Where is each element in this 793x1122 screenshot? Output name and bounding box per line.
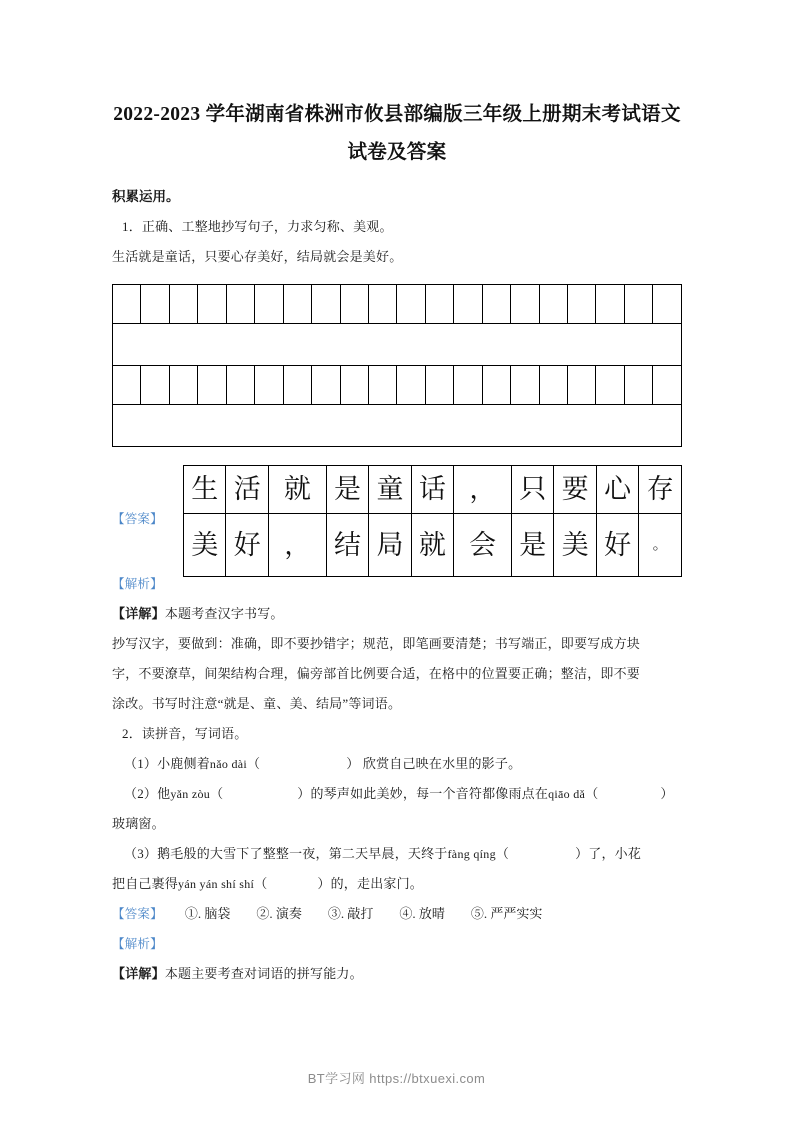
item-marker-3: （3） xyxy=(124,846,158,861)
analysis-label-q1: 【解析】 xyxy=(112,577,163,591)
pinyin-qiao-da: qiāo dǎ xyxy=(548,787,586,801)
answer-label: 【答案】 xyxy=(112,512,163,526)
section-heading: 积累运用。 xyxy=(112,189,180,204)
writing-grid-cell[interactable] xyxy=(568,285,596,324)
writing-grid-cell[interactable] xyxy=(511,285,539,324)
writing-grid-cell[interactable] xyxy=(596,285,624,324)
answer-char-grid-row-2 xyxy=(184,514,682,577)
question-2-prompt: 2．读拼音，写词语。 xyxy=(122,726,248,741)
writing-grid-cell[interactable] xyxy=(539,285,567,324)
answer-char-cell: 是 xyxy=(326,466,368,514)
pinyin-fang-qing: fàng qíng xyxy=(447,847,496,861)
writing-grid-cell[interactable] xyxy=(198,285,226,324)
answer-char-cell: 美 xyxy=(184,514,226,577)
writing-grid-cell[interactable] xyxy=(255,285,283,324)
item-text-before-1: 小鹿侧着 xyxy=(157,756,210,771)
question-2-item-2-wrap: 玻璃窗。 xyxy=(112,816,165,831)
writing-grid-cell[interactable] xyxy=(312,366,340,405)
writing-grid-cell[interactable] xyxy=(312,285,340,324)
answer-item: ②. 演奏 xyxy=(256,906,302,921)
writing-grid-cell[interactable] xyxy=(454,285,482,324)
question-1-detail-line-1: 抄写汉字，要做到：准确，即不要抄错字；规范，即笔画要清楚；书写端正，即要写成方块 xyxy=(112,636,641,651)
answer-item: ④. 放晴 xyxy=(399,906,445,921)
footer-watermark: BT学习网 https://btxuexi.com xyxy=(307,1071,486,1086)
question-2-item-3 xyxy=(112,839,682,869)
item-text-after-2: ） xyxy=(660,786,674,801)
writing-grid-cell[interactable] xyxy=(283,366,311,405)
item-text-middle-2: ）的琴声如此美妙，每一个音符都像雨点在 xyxy=(297,786,549,801)
answer-char-cell: 就 xyxy=(268,466,326,514)
writing-grid-cell[interactable] xyxy=(568,366,596,405)
answer-char-cell: 存 xyxy=(639,466,682,514)
question-1-detail-line-3: 涂改。书写时注意“就是、童、美、结局”等词语。 xyxy=(112,696,402,711)
writing-grid-cell[interactable] xyxy=(653,366,682,405)
question-1-detail-first xyxy=(112,599,682,629)
writing-grid-cell[interactable] xyxy=(425,285,453,324)
answer-char-cell: 就 xyxy=(411,514,453,577)
answer-char-cell: 要 xyxy=(554,466,596,514)
writing-grid-cell[interactable] xyxy=(198,366,226,405)
answer-char-cell: 生 xyxy=(184,466,226,514)
writing-grid-cell[interactable] xyxy=(539,366,567,405)
answer-item: ⑤. 严严实实 xyxy=(470,906,543,921)
writing-grid-cell[interactable] xyxy=(425,366,453,405)
answer-char-grid-row-1 xyxy=(184,466,682,514)
answer-char-cell: 只 xyxy=(511,466,553,514)
item-line2-after: ）的，走出家门。 xyxy=(317,876,423,891)
question-2-answer-line xyxy=(112,899,682,929)
blank-paren-open-3[interactable]: （ xyxy=(585,786,599,801)
document-content xyxy=(112,96,682,989)
writing-grid-row xyxy=(113,366,682,405)
item-marker-1: （1） xyxy=(124,756,158,771)
answer-char-cell: 结 xyxy=(326,514,368,577)
question-2-detail xyxy=(112,959,682,989)
item-line2-before: 把自己裹得 xyxy=(112,876,179,891)
writing-grid-cell[interactable] xyxy=(141,285,169,324)
blank-paren-open-2[interactable]: （ xyxy=(210,786,224,801)
item-text-before-2: 他 xyxy=(157,786,171,801)
writing-grid-cell[interactable] xyxy=(596,366,624,405)
answer-char-cell: 会 xyxy=(454,514,512,577)
writing-grid-cell[interactable] xyxy=(368,366,396,405)
answer-char-cell: ， xyxy=(454,466,512,514)
writing-grid-cell[interactable] xyxy=(511,366,539,405)
answer-char-cell: 话 xyxy=(411,466,453,514)
answer-char-cell: 心 xyxy=(596,466,638,514)
writing-grid-cell[interactable] xyxy=(283,285,311,324)
writing-grid-cell[interactable] xyxy=(482,366,510,405)
writing-grid-cell[interactable] xyxy=(624,285,652,324)
writing-grid xyxy=(112,284,682,447)
writing-grid-blank-row xyxy=(113,405,682,447)
writing-grid-row xyxy=(113,285,682,324)
writing-grid-cell[interactable] xyxy=(340,285,368,324)
question-1-prompt: 1．正确、工整地抄写句子，力求匀称、美观。 xyxy=(122,219,393,234)
writing-grid-cell[interactable] xyxy=(397,366,425,405)
detail-label-q2: 【详解】 xyxy=(112,966,165,981)
writing-grid-cell[interactable] xyxy=(340,366,368,405)
writing-grid-blank-cell[interactable] xyxy=(113,405,682,447)
question-2-item-2 xyxy=(112,779,682,809)
analysis-label-q2: 【解析】 xyxy=(112,937,163,951)
writing-grid-cell[interactable] xyxy=(454,366,482,405)
answer-char-cell: 好 xyxy=(226,514,268,577)
detail-text-q2: 本题主要考查对词语的拼写能力。 xyxy=(164,966,363,981)
writing-grid-cell[interactable] xyxy=(368,285,396,324)
writing-grid-cell[interactable] xyxy=(141,366,169,405)
writing-grid-cell[interactable] xyxy=(169,366,197,405)
blank-paren-open-1[interactable]: （ xyxy=(247,756,261,771)
writing-grid-cell[interactable] xyxy=(226,285,254,324)
question-2-item-1 xyxy=(112,749,682,779)
writing-grid-cell[interactable] xyxy=(113,366,141,405)
answer-char-cell: 美 xyxy=(554,514,596,577)
answer-char-cell: 活 xyxy=(226,466,268,514)
answer-char-cell: 局 xyxy=(369,514,411,577)
writing-grid-container xyxy=(112,284,682,447)
question-2-item-3-line2 xyxy=(112,869,682,899)
writing-grid-cell[interactable] xyxy=(255,366,283,405)
item-text-after-1: ） 欣赏自己映在水里的影子。 xyxy=(346,756,522,771)
detail-first-text: 本题考查汉字书写。 xyxy=(164,606,284,621)
writing-grid-blank-row xyxy=(113,324,682,366)
answer-char-cell: 好 xyxy=(596,514,638,577)
page-title: 2022-2023 学年湖南省株洲市攸县部编版三年级上册期末考试语文试卷及答案 xyxy=(113,104,681,163)
question-1-sentence: 生活就是童话，只要心存美好，结局就会是美好。 xyxy=(112,249,403,264)
question-1-answer-block xyxy=(112,465,682,565)
answer-char-cell: 童 xyxy=(369,466,411,514)
writing-grid-cell[interactable] xyxy=(624,366,652,405)
writing-grid-cell[interactable] xyxy=(397,285,425,324)
item-text-before-3: 鹅毛般的大雪下了整整一夜，第二天早晨，天终于 xyxy=(157,846,448,861)
answer-char-cell: 是 xyxy=(511,514,553,577)
pinyin-yan-zou: yǎn zòu xyxy=(170,787,211,801)
question-1-detail-line-2: 字，不要潦草，间架结构合理，偏旁部首比例要合适，在格中的位置要正确；整洁，即不要 xyxy=(112,666,641,681)
writing-grid-cell[interactable] xyxy=(226,366,254,405)
detail-label-q1: 【详解】 xyxy=(112,606,165,621)
item-marker-2: （2） xyxy=(124,786,158,801)
writing-grid-cell[interactable] xyxy=(482,285,510,324)
answer-char-cell: ， xyxy=(268,514,326,577)
writing-grid-cell[interactable] xyxy=(169,285,197,324)
blank-paren-open-4[interactable]: （ xyxy=(495,846,510,861)
writing-grid-cell[interactable] xyxy=(113,285,141,324)
answer-item: ①. 脑袋 xyxy=(184,906,231,921)
item-text-after-3: ）了，小花 xyxy=(575,846,642,861)
pinyin-yan-yan-shi-shi: yán yán shí shí xyxy=(178,877,255,891)
answer-char-cell: 。 xyxy=(639,514,682,577)
writing-grid-blank-cell[interactable] xyxy=(113,324,682,366)
pinyin-nao-dai: nǎo dài xyxy=(209,757,248,771)
blank-paren-open-5[interactable]: （ xyxy=(254,876,268,891)
answer-char-grid xyxy=(183,465,682,577)
answer-item: ③. 敲打 xyxy=(327,906,374,921)
writing-grid-cell[interactable] xyxy=(653,285,682,324)
answer-label-q2: 【答案】 xyxy=(112,907,163,921)
